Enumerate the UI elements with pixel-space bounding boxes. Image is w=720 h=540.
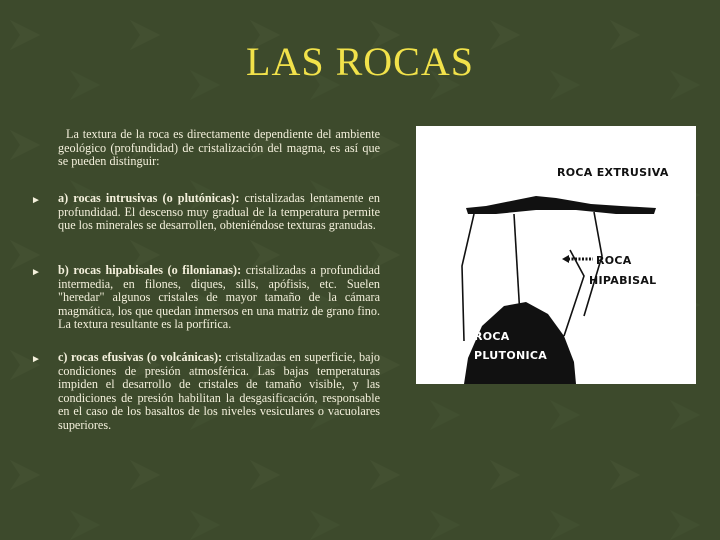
bullet-text: cristalizadas lentamente en profundidad. El descenso muy gradual de la temperatura permite que los minerales se desarrollen, obteniéndose texturas granudas. [58,191,380,233]
center-dike-line [514,214,520,316]
plutonic-rock-shape [464,302,576,384]
bullet-intrusivas [58,192,380,233]
bullet-label: c) rocas efusivas (o volcánicas): [58,350,223,364]
label-roca-plutonica-line2: PLUTONICA [474,349,548,362]
bullet-arrow-icon: ► [31,195,41,206]
hipabisal-dike-line [564,250,584,336]
bullet-arrow-icon: ► [31,267,41,278]
bullet-efusivas [58,351,380,433]
bullet-label: b) rocas hipabisales (o filonianas): [58,263,242,277]
bullet-text: cristalizadas a profundidad intermedia, en filones, diques, sills, apófisis, etc. Suelen "heredar" algunos cristales de mayor tamaño de la cámara magmática, los que quedan inmersos en una matriz de grano fino. La textura resultante es la porfírica. [58,263,380,332]
label-roca-extrusiva: ROCA EXTRUSIVA [557,166,669,179]
bullet-hipabisales [58,264,380,332]
bullet-label: a) rocas intrusivas (o plutónicas): [58,191,240,205]
rock-types-diagram [416,126,696,384]
bullet-text: cristalizadas en superficie, bajo condiciones de presión atmosférica. Las bajas temperaturas impiden el desarrollo de cristales de tamaño visible, y las condiciones de presión habilitan la desgasificación, responsable en el caso de los basaltos de los niveles vesiculares o vacuolares superiores. [58,350,380,432]
slide-title: LAS ROCAS [246,39,474,84]
intro-paragraph: La textura de la roca es directamente dependiente del ambiente geológico (profundidad) de cristalización del magma, es así que se pueden distinguir: [58,127,380,169]
hipabisal-arrowhead [562,255,569,263]
label-roca-plutonica-line1: ROCA [474,330,510,343]
left-dike-line [462,214,474,341]
extrusive-rock-shape [466,196,656,214]
label-roca-hipabisal-line1: ROCA [596,254,632,267]
label-roca-hipabisal-line2: HIPABISAL [589,274,657,287]
bullet-arrow-icon: ► [31,354,41,365]
rock-diagram-svg [416,126,696,384]
